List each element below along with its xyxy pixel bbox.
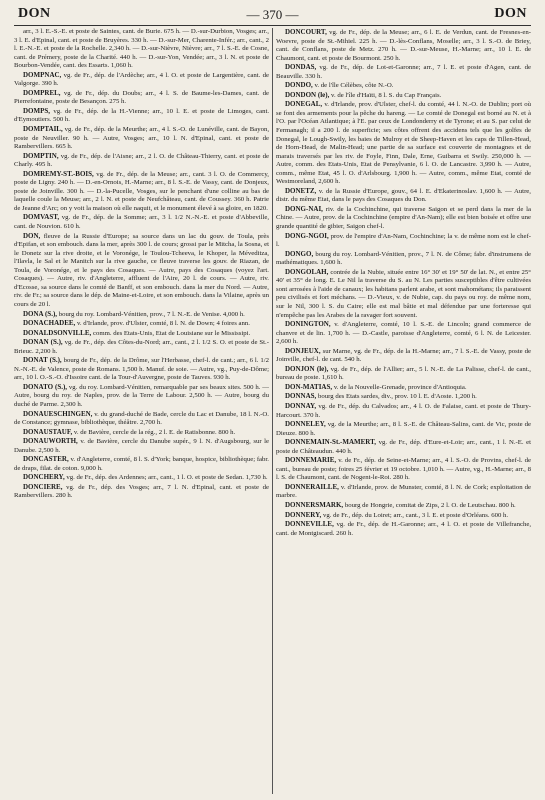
dictionary-entry [276, 392, 531, 402]
dictionary-entry [14, 28, 269, 71]
column-divider [269, 28, 276, 798]
dictionary-entry [14, 473, 269, 483]
entry-text: v. de l'île Célèbes, côte N.-O. [314, 82, 394, 90]
entry-headword: DOMREMY-ST.-BOIS, [23, 169, 94, 178]
entry-text: comm. des Etats-Unis, Etat de Louisiane sur le Mississipi. [92, 329, 251, 337]
entry-headword: DONAT (S.), [23, 356, 62, 365]
entry-headword: DOMPTAIL, [23, 125, 63, 134]
entry-text: v. de la Nouvelle-Grenade, province d'Antioquia. [333, 383, 467, 391]
entry-text: v. d'Angleterre, comté, 8 l. S. d'York; banque, hospice, bibliothèque; fabr. de draps, filat. de coton. 9,000 h. [14, 456, 269, 472]
entry-text: riv. de la Cochinchine, qui traverse Saigon et se perd dans la mer de la Chine. — Autre, prov. de la Cochinchine (empire d'An-Nam); elle est bien boisée et offre une grande quantité de gibier, Saigon chef-l. [276, 205, 531, 231]
dictionary-entry [276, 483, 531, 501]
entry-headword: DONNERAILLE, [285, 482, 339, 491]
entry-text: vg. de Fr., dép. de Lot-et-Garonne; arr., 7 l. E. et poste d'Agen, cant. de Beauville. 330 h. [276, 64, 531, 80]
dictionary-entry [276, 365, 531, 383]
entry-headword: DON, [23, 231, 41, 240]
entry-headword: DONNAS, [285, 392, 317, 401]
entry-headword: DONGOLAH, [285, 267, 329, 276]
entry-headword: DONNAY, [285, 401, 317, 410]
entry-headword: DONINGTON, [285, 320, 331, 329]
entry-text: v. du grand-duché de Bade, cercle du Lac et Danube, 18 l. N.-O. de Constance; gymnase, bibliothèque, théâtre. 2,700 h. [14, 410, 269, 427]
entry-text: contrée de la Nubie, située entre 16° 30' et 19° 50' de lat. N., et entre 25° 40' et 35° de long. E. Le Nil la traverse du S. au N. Les parties susceptibles d'être cultivées sont arrosées à l'aide de canaux; les habitans parlent arabe, et sont mahométans; ils paraissent peu civilisés et fort méchans. — D.-Vieux, v. de Nubie, cap. du pays ou roy. de même nom, sur le Nil, 300 l. S. du Caire; elle est mal bâtie et mal défendue par une forteresse qui n'empêche pas les Arabes de la ravager fort souvent. [276, 268, 531, 319]
dictionary-entry [14, 410, 269, 428]
entry-headword: DONNEVILLE, [285, 520, 334, 529]
entry-headword: DOMPS, [23, 106, 51, 115]
entry-text: v. de Fr., dép. de Seine-et-Marne; arr., 4 l. S.-O. de Provins, chef-l. de cant., bureau de poste; foires 25 février et 19 octobre. 1,010 h. — Autre, vg., H.-Marne; arr., 8 l. S. de Chaumont, cant. de Nogent-le-Roi. 280 h. [276, 457, 531, 482]
entry-headword: DONCOURT, [285, 28, 327, 36]
entry-headword: DONGO, [285, 249, 314, 258]
entry-text: vg. de Fr., dép. de la Meuse; arr., cant. 3 l. O. de Commercy, poste de Ligny. 240 h. — D.-en-Ornois, H.-Marne; arr., 8 l. S.-E. de Vassy, cant. de Donjeux, poste de Joinville. 300 h. — D.-la-Pucelle, Vosges, sur le penchant d'une colline au bas de laquelle coule la Meuse; arr., 2 l. N. et poste de Neufchâteau, cant. de Coussey. 360 h. Patrie de Jeanne d'Arc; on y voit la maison où elle naquit, et le monument élevé à sa gloire, en 1820. [14, 170, 269, 212]
entry-text: vg. de Fr., dép. d'Eure-et-Loir; arr., cant., 1 l. N.-E. et poste de Châteaudun. 440 h. [276, 439, 531, 455]
entry-text: vg. de Fr., dép. de la Meurthe; arr., 4 l. S.-O. de Lunéville, cant. de Bayon, poste de Neuviller. 90 h. — Autre, Vosges; arr., 10 l. N. d'Epinal, cant. et poste de Rambervillers. 665 h. [14, 126, 269, 151]
entry-text: vg. de Fr., dép. du Doubs; arr., 4 l. S. de Baume-les-Dames, cant. de Pierrefontaine, poste de Besançon. 275 h. [14, 89, 269, 106]
entry-text: vg. de Fr., dép. de H.-Garonne; arr., 4 l. O. et poste de Villefranche, cant. de Montgiscard. 260 h. [276, 521, 531, 537]
dictionary-entry [14, 437, 269, 455]
dictionary-entry [276, 63, 531, 81]
running-head-right: DON [494, 6, 527, 21]
entry-headword: DONCASTER, [23, 455, 69, 464]
dictionary-entry [14, 483, 269, 501]
entry-headword: DONNEMAIN-St.-MAMERT, [285, 438, 377, 447]
dictionary-entry [276, 268, 531, 320]
dictionary-entry [276, 28, 531, 63]
dictionary-entry [276, 100, 531, 186]
dictionary-entry [276, 232, 531, 250]
entry-headword: DONETZ, [285, 186, 317, 195]
entry-text: bourg de Fr., dép. de la Drôme, sur l'Herbasse, chef-l. de cant.; arr., 6 l. 1/2 N.-N.-E. de Valence, poste de Romans. 1,500 h. Manuf. de soie. — Autre, vg., Puy-de-Dôme; arr., 10 l. O.-S.-O. d'Issoire cant. de la Tour-d'Auvergne, poste de Tauves. 930 h. [14, 357, 269, 382]
dictionary-entry [276, 520, 531, 538]
entry-text: vg. de Fr., dép. de la H.-Vienne; arr., 10 l. E. et poste de Limoges, cant. d'Eymoutiers. 500 h. [14, 107, 269, 124]
dictionary-entry [14, 232, 269, 310]
entry-headword: DONJEUX, [285, 346, 321, 355]
header-rule [14, 25, 531, 26]
dictionary-entry [14, 71, 269, 89]
entry-headword: DONNERSMARK, [285, 500, 344, 509]
entry-text: v. d'Angleterre, comté, 10 l. S.-E. de Lincoln; grand commerce de chanvre et de lin. 1,700 h. — D.-Castle, paroisse d'Angleterre, comté, 6 l. N. de Leicester. 2,600 h. [276, 321, 531, 346]
entry-text: sur Marne, vg. de Fr., dép. de la H.-Marne; arr., 7 l. S.-E. de Vassy, poste de Joinville, chef-l. de cant. 540 h. [276, 347, 531, 364]
dictionary-entry [276, 511, 531, 521]
right-column [276, 28, 531, 798]
entry-text: bourg du roy. Lombard-Vénitien, prov., 7 l. N. de Côme; fabr. d'instrumens de mathématiques. 1,600 h. [276, 250, 531, 267]
dictionary-entry [14, 170, 269, 214]
dictionary-entry [276, 187, 531, 205]
dictionary-entry [14, 319, 269, 329]
entry-headword: DONAUSTAUF, [23, 427, 73, 436]
left-column [14, 28, 269, 798]
dictionary-entry [14, 329, 269, 339]
dictionary-entry [276, 320, 531, 347]
entry-headword: DOMPREL, [23, 88, 61, 97]
entry-headword: DOMVAST, [23, 213, 60, 222]
dictionary-entry [276, 438, 531, 456]
dictionary-entry [14, 356, 269, 383]
dictionary-entry [276, 501, 531, 511]
entry-headword: DONAUWORTH, [23, 437, 78, 446]
dictionary-entry [276, 205, 531, 232]
dictionary-entry [14, 152, 269, 170]
entry-headword: DONA (S.), [23, 309, 58, 318]
entry-text: v. de l'île d'Haïti, 8 l. S. du Cap Français. [331, 91, 442, 99]
entry-headword: DONATO (S.), [23, 382, 68, 391]
entry-headword: DOMPTIN, [23, 151, 59, 160]
entry-headword: DONG-NAI, [285, 204, 323, 213]
entry-text: bourg des Etats sardes, div., prov. 10 l. E. d'Aoste. 1,200 h. [318, 393, 477, 401]
entry-text: vg. de Fr., dép. de l'Ardèche; arr., 4 l. O. et poste de Largentière, cant. de Valgorge. 390 h. [14, 71, 269, 88]
entry-text: arr., 3 l. E.-S.-E. et poste de Saintes, cant. de Burie. 675 h. — D.-sur-Durbion, Vosges; arr., 3 l. E. d'Epinal, cant. et poste de Bruyères. 330 h. — D.-sur-Mer, Charente-Infér.; arr., cant., 2 l. E.-N.-E. et poste de la Rochelle. 2,340 h. — D.-sur-Nièvre, Nièvre; arr., 7 l. S.-E. de Cosne, cant. de Prémery, poste de la Charité. 440 h. — D.-sur-Yon, Vendée; arr., 3 l. N. et poste de Bourbon-Vendée, cant. des Essarts. 1,060 h. [14, 28, 269, 70]
dictionary-entry [276, 420, 531, 438]
entry-text: v. de la Russie d'Europe, gouv., 64 l. E. d'Ekaterinoslav. 1,600 h. — Autre, distr. du même Etat, dans le pays des Cosaques du Don. [276, 187, 531, 204]
entry-headword: DONG-NGOI, [285, 231, 329, 240]
entry-headword: DONACHADEE, [23, 319, 76, 328]
dictionary-entry [14, 107, 269, 125]
dictionary-entry [14, 213, 269, 231]
entry-text: bourg du roy. Lombard-Vénitien, prov., 7 l. N.-E. de Venise. 4,000 h. [58, 310, 245, 318]
entry-text: vg. du roy. Lombard-Vénitien, remarquable par ses beaux sites. 500 h. — Autre, bourg du roy. de Naples, prov. de la Terre de Labour. 2,500 h. — Autre, bourg du duché de Parme. 2,300 h. [14, 383, 269, 408]
entry-text: vg. de la Meurthe; arr., 8 l. S.-E. de Château-Salins, cant. de Vic, poste de Dieuze. 800 h. [276, 421, 531, 437]
dictionary-entry [14, 338, 269, 356]
entry-headword: DONEGAL, [285, 100, 323, 109]
entry-headword: DONNELEY, [285, 420, 326, 429]
entry-headword: DONAN (S.), [23, 338, 63, 347]
dictionary-entry [276, 402, 531, 420]
entry-text: v. d'Irlande, prov. d'Ulster, comté, 8 l. N. de Down; 4 foires ann. [77, 320, 250, 328]
entry-text: v. d'Irlande, prov. de Munster, comté, 8 l. N. de Cork; exploitation de marbre. [276, 483, 531, 500]
entry-headword: DONCHERY, [23, 473, 65, 482]
entry-text: vg. de Fr., dép. de la Somme; arr., 3 l. 1/2 N.-N.-E. et poste d'Abbeville, cant. de Nouvion. 610 h. [14, 214, 269, 231]
entry-text: vg. de Fr., dép. du Calvados; arr., 4 l. O. de Falaise, cant. et poste de Thury-Harcourt. 370 h. [276, 402, 531, 419]
entry-headword: DONALDSONVILLE, [23, 328, 92, 337]
entry-headword: DONNEMARIE, [285, 456, 337, 465]
text-columns [14, 28, 531, 798]
entry-headword: DONNERY, [285, 510, 322, 519]
dictionary-entry [276, 81, 531, 91]
dictionary-entry [276, 347, 531, 365]
dictionary-entry [276, 250, 531, 268]
dictionary-entry [14, 428, 269, 438]
entry-headword: DONDON (le), [285, 90, 330, 99]
entry-headword: DONAUESCHINGEN, [23, 409, 93, 418]
entry-text: fleuve de la Russie d'Europe; sa source dans un lac du gouv. de Toula, près d'Epifan, et son embouch. dans la mer, après 300 l. de cours; grossi par le Mitcha, la Sosna, et le Donetz sur la rive droite, et le Voronége, le Toulou-Tcheeva, le Khoper, la Méveditza, l'Ilavla, le Sal et le Manitch sur la rive gauche, ce fleuve traverse les gouv. de Riazan, de Toula, de Voronége, et le pays des Cosaques. — Autre, pays des Cosaques (voyez l'art. Cosaques). — Autre, riv. d'Angleterre, affluent de l'Aire, 20 l. de cours. — Autre, riv. d'Ecosse, sa source dans le comté de Banff, et son embouch. dans la mer du Nord. — Autre, riv. de Fr.; sa source dans le dép. de Maine-et-Loire, et son embouch. dans la Vilaine, après un cours de 20 l. [14, 232, 269, 308]
entry-text: vg. de Fr., dép. du Loiret; arr., cant., 3 l. E. et poste d'Orléans. 600 h. [322, 511, 509, 519]
entry-text: v. de Bavière, cercle de la rég., 2 l. E. de Ratisbonne. 800 h. [73, 428, 236, 436]
dictionary-entry [276, 456, 531, 483]
entry-text: vg. de Fr., dép. de la Meuse; arr., 6 l. E. de Verdun, cant. de Fresnes-en-Woevre, poste de St.-Mihiel. 225 h. — D.-lès-Conflans, Moselle; arr., 3 l. S.-O. de Briey, cant. de Conflans, poste de Metz. 270 h. — D.-sur-Meuse, H.-Marne; arr., 10 l. E. de Chaumont, cant. et poste de Bourmont. 250 h. [276, 29, 531, 62]
entry-headword: DONDO, [285, 81, 313, 90]
entry-headword: DOMPNAC, [23, 70, 62, 79]
entry-text: v. de Bavière, cercle du Danube supér., 9 l. N. d'Augsbourg, sur le Danube. 2,500 h. [14, 438, 269, 454]
page-header [14, 6, 531, 28]
entry-text: vg. de Fr., dép. de l'Allier; arr., 5 l. N.-E. de La Palisse, chef-l. de cant., bureau de poste. 1,610 h. [276, 365, 531, 382]
entry-headword: DONCIERE, [23, 482, 63, 491]
entry-headword: DONDAS, [285, 63, 317, 72]
entry-text: vg. de Fr., dép. des Vosges; arr., 7 l. N. d'Epinal, cant. et poste de Rambervillers. 280 h. [14, 483, 269, 500]
entry-text: vg. de Fr., dép. des Ardennes; arr., cant., 1 l. O. et poste de Sedan. 1,730 h. [66, 474, 268, 482]
dictionary-entry [14, 125, 269, 152]
dictionary-entry [276, 91, 531, 101]
dictionary-entry [14, 310, 269, 320]
entry-text: vg. de Fr., dép. des Côtes-du-Nord; arr., cant., 2 l. 1/2 S. O. et poste de St.-Brieuc. 2,200 h. [14, 339, 269, 355]
page-number: — 370 — [246, 7, 299, 22]
dictionary-entry [276, 383, 531, 393]
entry-text: v. d'Irlande, prov. d'Ulster, chef-l. du comté, 44 l. N.-O. de Dublin; port où se font des armements pour la pêche du hareng. — Le comté de Donegal est borné au N. et à l'O. par l'Océan Atlantique; à l'E. par ceux de Londonderry et de Tyrone; et au S. par celui de Fermanagh; il a 200 l. de superficie; ses côtes offrent des accidens tels que les golfes de Donegal, le Lough-Swily, les baies de Mulroy et de Sheep-Haven et les caps de Tillen-Head, de Horn-Head, de Malin-Head; une partie de sa surface est couverte de montagnes et de marais traversés par les riv. de Foyle, Finn, Dale, Erne, Guibarra et Swily. 250,000 h. — Autre, comm. des Etats-Unis, Etat de Pensylvanie, 6 l. O. de Lancastre. 3,990 h. — Autre, comm., même Etat, 45 l. O. d'Arlsbourg. 1,900 h. — Autre, comm., même Etat, comté de Westmoreland, 2,600 h. [276, 101, 531, 186]
entry-headword: DONJON (le), [285, 364, 329, 373]
dictionary-entry [14, 383, 269, 410]
entry-text: prov. de l'empire d'An-Nam, Cochinchine; la v. de même nom est le chef-l. [276, 232, 531, 249]
entry-text: vg. de Fr., dép. de l'Aisne; arr., 2 l. O. de Château-Thierry, cant. et poste de Charly. 495 h. [14, 152, 269, 169]
entry-headword: DON-MATIAS, [285, 382, 333, 391]
dictionary-entry [14, 89, 269, 107]
dictionary-entry [14, 455, 269, 473]
entry-text: bourg de Hongrie, comitat de Zips, 2 l. O. de Leutschau. 800 h. [344, 501, 516, 509]
running-head-left: DON [18, 6, 51, 21]
